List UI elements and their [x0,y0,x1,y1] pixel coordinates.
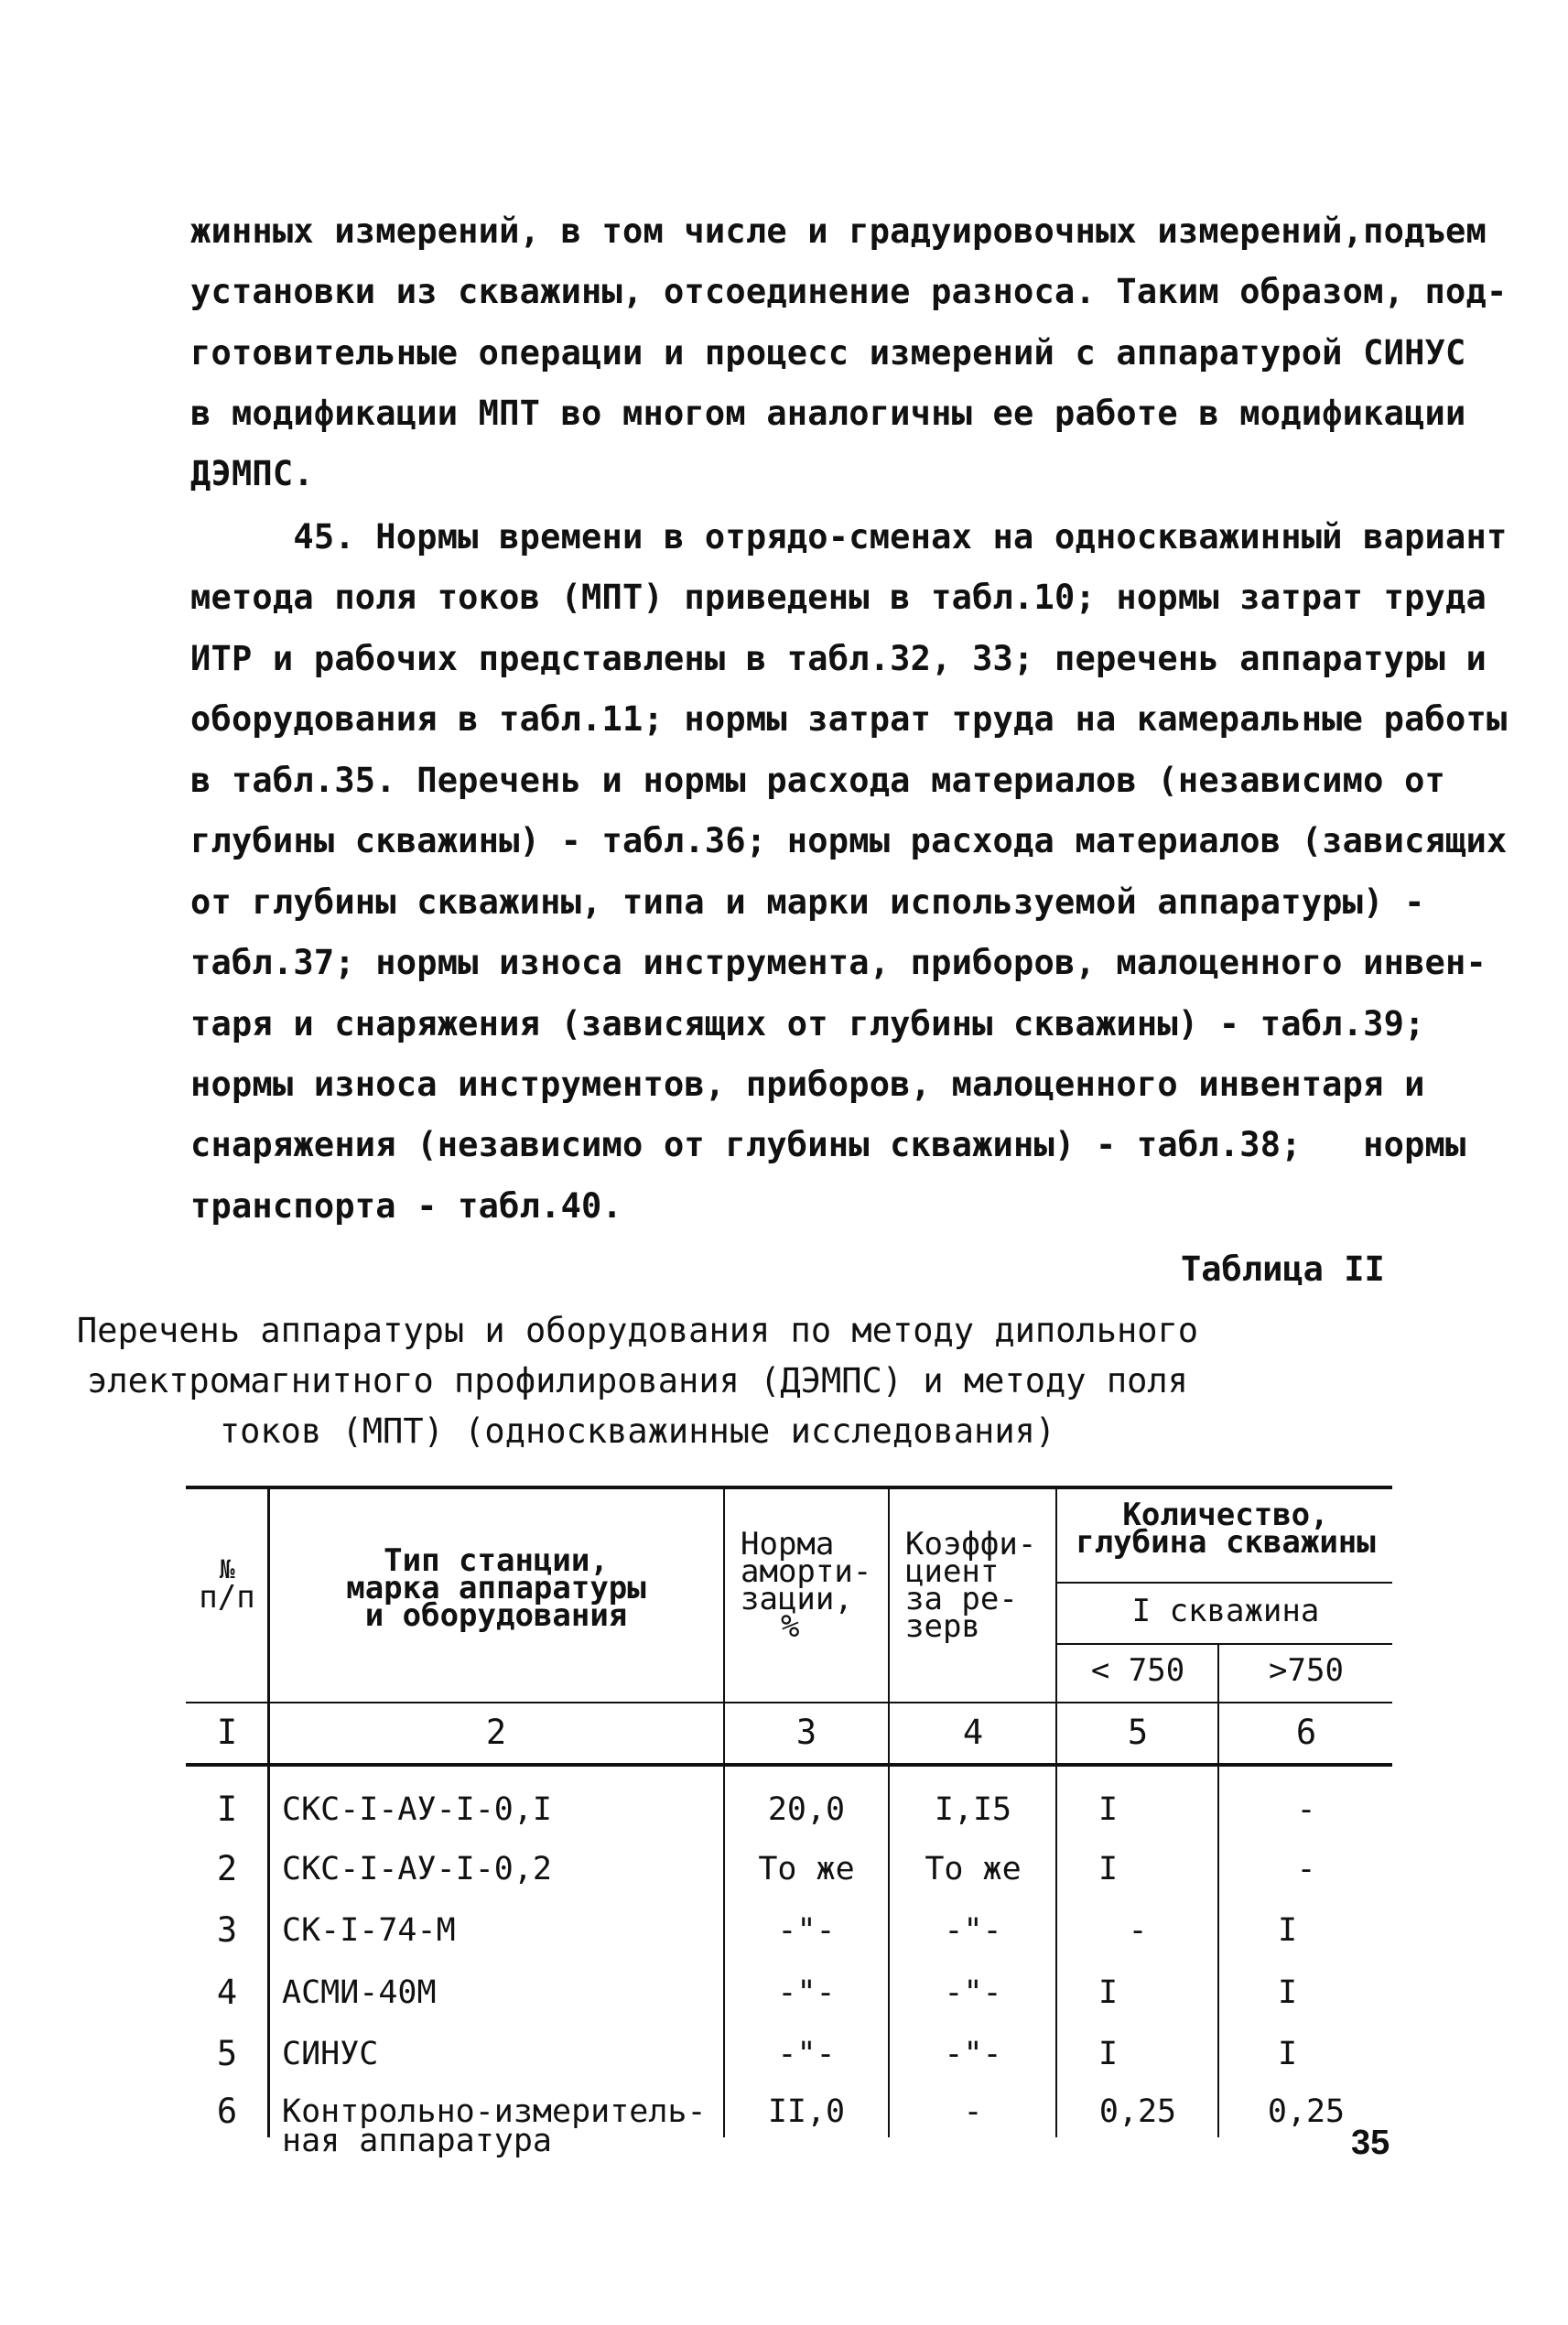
row-number: 2 [216,1849,238,1888]
quantity-gt-750: I [1278,2036,1298,2072]
equipment-name: СКС-I-АУ-I-0,2 [282,1851,553,1887]
equipment-name: СКС-I-АУ-I-0,I [282,1791,553,1828]
row-number: 5 [216,2034,238,2073]
text-line: ИТР и рабочих представлены в табл.32, 33; перечень аппаратуры и [190,639,1487,678]
text-line: установки из скважины, отсоединение разноса. Таким образом, под- [190,272,1508,311]
column-number: 4 [962,1713,984,1752]
text-line: жинных измерений, в том числе и градуировочных измерений,подъем [190,211,1487,251]
depreciation-norm: II,0 [767,2093,846,2130]
reserve-coefficient: -"- [944,1974,1002,2011]
depreciation-norm: -"- [777,1974,836,2011]
text-line: глубины скважины) - табл.36; нормы расхода материалов (зависящих [190,821,1508,860]
quantity-lt-750: 0,25 [1098,2093,1177,2130]
depreciation-norm: То же [758,1851,855,1887]
table-label: Таблица II [1181,1249,1385,1289]
header-type: Тип станции, марка аппаратуры и оборудования [346,1542,646,1634]
quantity-lt-750: I [1098,1851,1119,1887]
text-line: снаряжения (независимо от глубины скважины) - табл.38; нормы [190,1125,1466,1164]
page-number: 35 [1351,2124,1390,2162]
quantity-lt-750: I [1098,2036,1119,2072]
reserve-coefficient: - [963,2093,983,2130]
quantity-gt-750: I [1278,1974,1298,2011]
equipment-name-continued: ная аппаратура [282,2123,553,2159]
header-norm: Норма аморти- зации, % [741,1526,872,1645]
table-caption-line: токов (МПТ) (односкважинные исследования) [219,1411,1056,1451]
reserve-coefficient: -"- [944,2036,1002,2072]
quantity-gt-750: - [1296,1851,1316,1887]
column-number: 5 [1127,1713,1149,1752]
text-line: транспорта - табл.40. [190,1186,622,1226]
depreciation-norm: 20,0 [767,1791,846,1828]
quantity-gt-750: - [1296,1791,1316,1828]
equipment-name: СК-I-74-М [282,1912,456,1949]
header-depth-lt: < 750 [1090,1652,1185,1689]
depreciation-norm: -"- [777,2036,836,2072]
header-depth-gt: >750 [1269,1652,1344,1689]
row-number: 3 [216,1910,238,1950]
quantity-lt-750: I [1098,1974,1119,2011]
equipment-name: Контрольно-измеритель- [282,2093,707,2130]
row-number: 4 [216,1973,238,2012]
text-line: в модификации МПТ во многом аналогичны ее работе в модификации [190,394,1466,433]
text-line: ДЭМПС. [190,454,314,493]
text-line: оборудования в табл.11; нормы затрат труда на камеральные работы [190,699,1508,739]
header-well: I скважина [1131,1593,1320,1629]
text-line: нормы износа инструментов, приборов, малоценного инвентаря и [190,1065,1425,1104]
text-line: 45. Нормы времени в отрядо-сменах на односкважинный вариант [190,517,1508,557]
text-line: таря и снаряжения (зависящих от глубины скважины) - табл.39; [190,1004,1425,1044]
text-line: от глубины скважины, типа и марки используемой аппаратуры) - [190,882,1425,922]
column-number: 6 [1295,1713,1317,1752]
equipment-name: АСМИ-40М [282,1974,437,2011]
depreciation-norm: -"- [777,1912,836,1949]
column-number: 3 [795,1713,817,1752]
header-quantity: Количество, глубина скважины [1076,1497,1376,1561]
text-line: в табл.35. Перечень и нормы расхода материалов (независимо от [190,761,1446,800]
column-number: I [216,1713,238,1752]
quantity-lt-750: I [1098,1791,1119,1828]
column-number: 2 [485,1713,507,1752]
table-caption-line: электромагнитного профилирования (ДЭМПС) и методу поля [87,1361,1188,1400]
table-caption-line: Перечень аппаратуры и оборудования по методу дипольного [76,1311,1199,1350]
quantity-gt-750: 0,25 [1267,2093,1346,2130]
text-line: табл.37; нормы износа инструмента, приборов, малоценного инвен- [190,943,1487,982]
reserve-coefficient: То же [925,1851,1022,1887]
quantity-lt-750: - [1128,1912,1148,1949]
equipment-name: СИНУС [282,2036,379,2072]
reserve-coefficient: I,I5 [934,1791,1012,1828]
row-number: I [216,1790,238,1829]
reserve-coefficient: -"- [944,1912,1002,1949]
text-line: метода поля токов (МПТ) приведены в табл.10; нормы затрат труда [190,578,1487,617]
row-number: 6 [216,2092,238,2131]
text-line: готовительные операции и процесс измерений с аппаратурой СИНУС [190,333,1466,373]
header-num: № п/п [199,1554,255,1616]
header-coef: Коэффи- циент за ре- зерв [905,1526,1037,1645]
quantity-gt-750: I [1278,1912,1298,1949]
